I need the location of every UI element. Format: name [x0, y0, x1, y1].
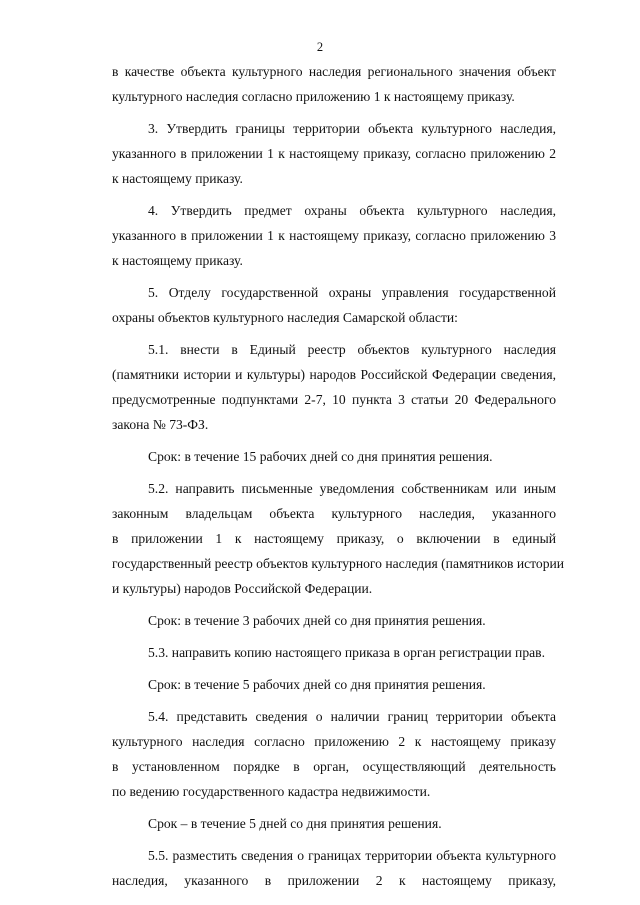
document-line: законным владельцам объекта культурного наследия, указанного	[112, 506, 556, 521]
document-line: 4. Утвердить предмет охраны объекта культурного наследия,	[148, 203, 556, 218]
document-line: указанного в приложении 1 к настоящему приказу, согласно приложению 2	[112, 146, 556, 161]
document-line: 5.2. направить письменные уведомления собственникам или иным	[148, 481, 556, 496]
document-line: 3. Утвердить границы территории объекта культурного наследия,	[148, 121, 556, 136]
document-line: в приложении 1 к настоящему приказу, о включении в единый	[112, 531, 556, 546]
page-number: 2	[316, 40, 324, 54]
document-line: закона № 73-ФЗ.	[112, 417, 209, 432]
document-line: указанного в приложении 1 к настоящему приказу, согласно приложению 3	[112, 228, 556, 243]
document-line: и культуры) народов Российской Федерации.	[112, 581, 373, 596]
document-line: 5.4. представить сведения о наличии границ территории объекта	[148, 709, 556, 724]
document-line: по ведению государственного кадастра недвижимости.	[112, 784, 431, 799]
document-line: государственный реестр объектов культурного наследия (памятников истории	[112, 556, 565, 571]
document-line: 5.1. внести в Единый реестр объектов культурного наследия	[148, 342, 556, 357]
document-line: к настоящему приказу.	[112, 253, 243, 268]
document-line: культурного наследия согласно приложению 2 к настоящему приказу	[112, 734, 556, 749]
document-line: 5. Отделу государственной охраны управления государственной	[148, 285, 556, 300]
document-line: 5.5. разместить сведения о границах территории объекта культурного	[148, 848, 556, 863]
document-line: в установленном порядке в орган, осуществляющий деятельность	[112, 759, 556, 774]
document-line: Срок – в течение 5 дней со дня принятия решения.	[148, 816, 442, 831]
document-line: культурного наследия согласно приложению 1 к настоящему приказу.	[112, 89, 515, 104]
document-line: предусмотренные подпунктами 2-7, 10 пункта 3 статьи 20 Федерального	[112, 392, 556, 407]
document-line: Срок: в течение 3 рабочих дней со дня принятия решения.	[148, 613, 486, 628]
document-line: охраны объектов культурного наследия Самарской области:	[112, 310, 458, 325]
document-line: (памятники истории и культуры) народов Российской Федерации сведения,	[112, 367, 556, 382]
document-line: к настоящему приказу.	[112, 171, 243, 186]
document-line: в качестве объекта культурного наследия регионального значения объект	[112, 64, 556, 79]
document-line: 5.3. направить копию настоящего приказа в орган регистрации прав.	[148, 645, 545, 660]
document-line: наследия, указанного в приложении 2 к настоящему приказу,	[112, 873, 556, 888]
document-line: Срок: в течение 15 рабочих дней со дня принятия решения.	[148, 449, 493, 464]
document-line: Срок: в течение 5 рабочих дней со дня принятия решения.	[148, 677, 486, 692]
